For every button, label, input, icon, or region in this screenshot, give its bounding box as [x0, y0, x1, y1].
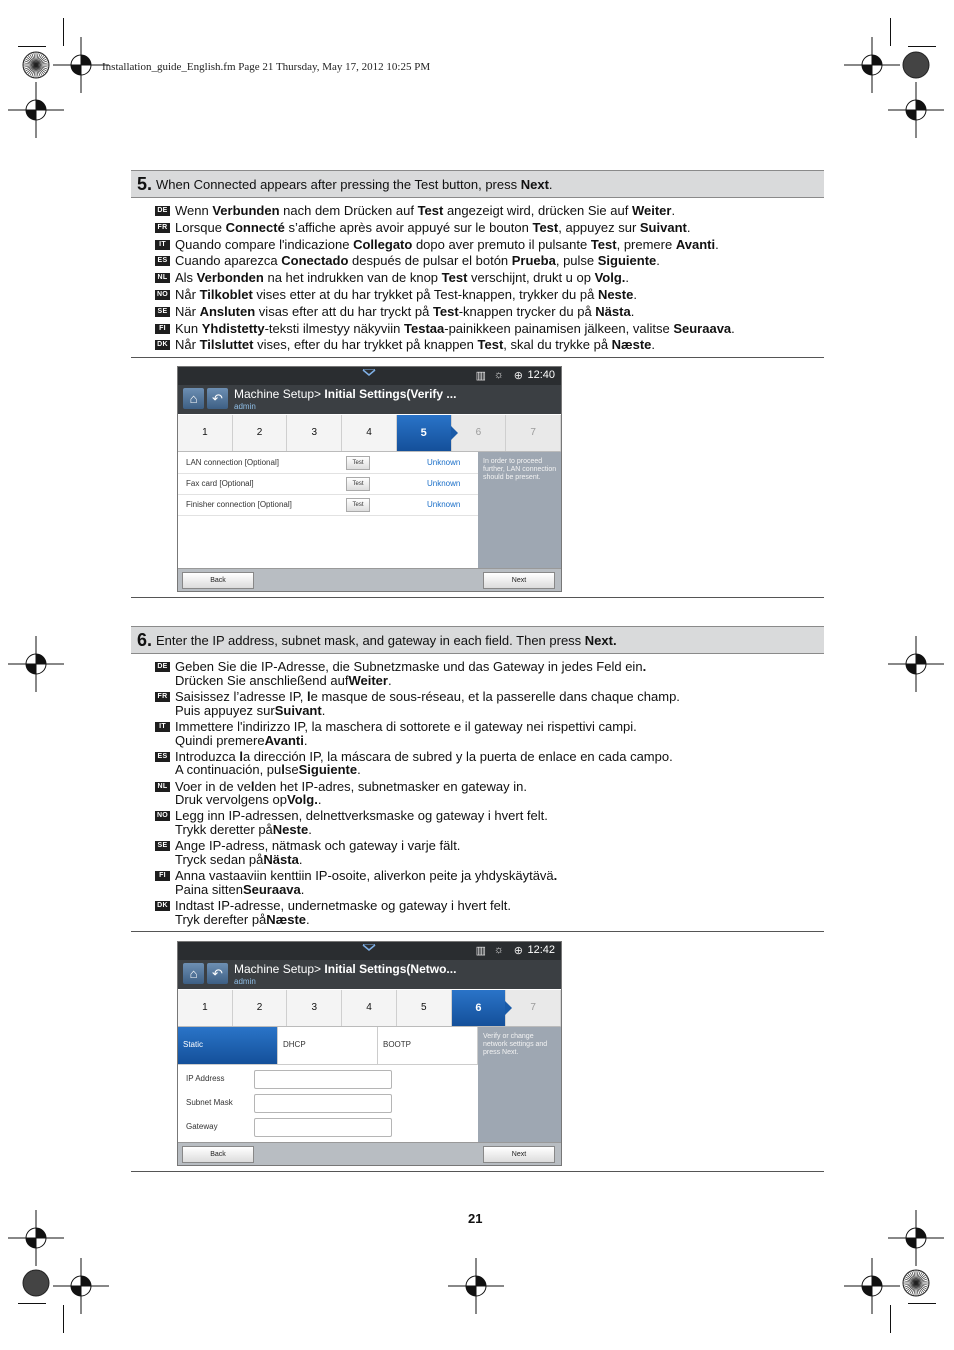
translation-text-continued: Quindi premere Avanti .	[175, 732, 308, 748]
language-flag-icon: FR	[155, 223, 170, 233]
crop-mark	[908, 46, 936, 47]
crop-mark	[63, 18, 64, 46]
language-flag-icon: NO	[156, 812, 169, 820]
user-label: admin	[234, 402, 256, 411]
connection-row	[178, 474, 478, 495]
wizard-step-7[interactable]: 7	[506, 990, 561, 1026]
connection-status: Unknown	[427, 500, 461, 509]
star-target-mark	[886, 1253, 946, 1313]
connection-label: Finisher connection [Optional]	[186, 500, 292, 509]
wizard-step-1[interactable]: 1	[178, 415, 233, 451]
wizard-step-5[interactable]: 5	[397, 415, 452, 451]
tab-bootp[interactable]: BOOTP	[378, 1027, 478, 1064]
crop-mark	[18, 1303, 46, 1304]
printer-screen-verify	[177, 366, 562, 592]
wizard-steps	[178, 415, 561, 452]
translation-text-continued: Druk vervolgens op Volg. .	[175, 792, 322, 808]
step-6-instruction: Enter the IP address, subnet mask, and gateway in each field. Then press Next.	[156, 632, 617, 648]
translation-entry	[155, 780, 680, 808]
pull-down-icon[interactable]	[362, 369, 376, 377]
field-label: IP Address	[186, 1074, 225, 1083]
screen-title	[234, 962, 456, 976]
crop-mark	[908, 1303, 936, 1304]
translation-text-continued: Paina sitten Seuraava .	[175, 882, 305, 898]
title-bar	[178, 385, 561, 414]
translation-text-continued: Tryk derefter på Næste .	[175, 911, 310, 927]
language-flag-icon: SE	[155, 307, 170, 317]
translation-entry	[155, 660, 680, 688]
supplies-icon[interactable]: ▥	[475, 370, 486, 382]
translation-line	[155, 270, 735, 287]
screen-title	[234, 387, 456, 401]
translation-line	[155, 337, 735, 354]
wizard-step-1[interactable]: 1	[178, 990, 233, 1026]
pull-down-icon[interactable]	[362, 944, 376, 952]
language-flag-icon: DE	[155, 206, 170, 216]
connection-row	[178, 453, 478, 474]
registration-target-mark	[51, 1256, 111, 1316]
eco-icon[interactable]: ☼	[493, 369, 504, 381]
translation-entry	[155, 869, 680, 897]
language-flag-icon: FR	[155, 692, 170, 702]
field-label: Gateway	[186, 1122, 218, 1131]
hint-pane	[478, 452, 561, 569]
home-icon: ⌂	[189, 391, 198, 406]
language-flag-icon: NL	[155, 782, 170, 792]
printer-screen-network	[177, 941, 562, 1166]
connection-row	[178, 495, 478, 516]
language-flag-icon: FI	[155, 871, 170, 881]
wizard-step-4[interactable]: 4	[342, 990, 397, 1026]
registration-target-mark	[886, 634, 946, 694]
clock: 12:42	[527, 944, 555, 956]
step-5-number: 5.	[137, 173, 153, 194]
translation-entry	[155, 809, 680, 837]
status-bar	[178, 942, 561, 960]
translation-text: Voer in de velden het IP-adres, subnetmasker en gateway in.	[175, 778, 527, 794]
user-label: admin	[234, 977, 256, 986]
language-flag-icon: IT	[155, 722, 170, 732]
translation-line	[155, 321, 735, 338]
divider	[131, 597, 824, 598]
translation-entry	[155, 750, 680, 778]
back-button[interactable]: Back	[182, 572, 254, 589]
wizard-step-4[interactable]: 4	[342, 415, 397, 451]
globe-icon[interactable]: ⊕	[513, 945, 523, 957]
ip-mode-tabs	[178, 1027, 478, 1065]
supplies-icon[interactable]: ▥	[475, 945, 486, 957]
undo-icon: ↶	[212, 966, 223, 981]
bottom-bar	[178, 568, 561, 591]
title-bold: Initial Settings(Netwo...	[324, 962, 457, 976]
clock: 12:40	[527, 369, 555, 381]
step-6-number: 6.	[137, 629, 153, 650]
wizard-steps	[178, 990, 561, 1027]
step-arrow-icon	[505, 1001, 512, 1015]
eco-icon[interactable]: ☼	[493, 944, 504, 956]
hint-text: Verify or change network settings and press Next.	[483, 1033, 548, 1056]
back-button[interactable]: Back	[182, 1146, 254, 1163]
divider	[131, 931, 824, 932]
test-button[interactable]: Test	[346, 456, 370, 470]
crop-mark	[890, 18, 891, 46]
step-5-bar	[131, 170, 824, 198]
language-flag-icon: DK	[155, 901, 170, 911]
step-6-bar	[131, 626, 824, 654]
crop-mark	[63, 1305, 64, 1333]
wizard-step-2[interactable]: 2	[233, 415, 288, 451]
title-prefix: Machine Setup>	[234, 962, 325, 976]
divider	[131, 1171, 824, 1172]
language-flag-icon: NL	[155, 273, 170, 283]
translation-line	[155, 287, 735, 304]
ip-address-input[interactable]	[254, 1070, 392, 1089]
translation-text-continued: Puis appuyez sur Suivant .	[175, 702, 326, 718]
title-prefix: Machine Setup>	[234, 387, 325, 401]
tab-dhcp[interactable]: DHCP	[278, 1027, 378, 1064]
connection-status: Unknown	[427, 479, 461, 488]
connection-label: Fax card [Optional]	[186, 479, 254, 488]
hint-pane	[478, 1027, 561, 1143]
crop-mark	[890, 1305, 891, 1333]
registration-target-mark	[6, 634, 66, 694]
subnet-mask-input[interactable]	[254, 1094, 392, 1113]
next-button[interactable]: Next	[483, 572, 555, 589]
translation-line	[155, 203, 735, 220]
translation-text: Legg inn IP-adressen, delnettverksmaske og gateway i hvert felt.	[175, 808, 548, 824]
step-6-translations	[155, 660, 680, 929]
page-number: 21	[468, 1211, 483, 1226]
connection-status: Unknown	[427, 458, 461, 467]
divider	[131, 357, 824, 358]
translation-text: Når Tilsluttet vises, efter du har trykket på knappen Test, skal du trykke på Næste.	[175, 337, 656, 353]
home-icon: ⌂	[189, 966, 198, 981]
translation-text-continued: Drücken Sie anschließend auf Weiter .	[175, 672, 392, 688]
back-arrow-button[interactable]	[207, 963, 228, 984]
translation-text: Wenn Verbunden nach dem Drücken auf Test angezeigt wird, drücken Sie auf Weiter.	[175, 203, 676, 218]
tab-static[interactable]: Static	[178, 1027, 278, 1064]
translation-entry	[155, 690, 680, 718]
language-flag-icon: IT	[155, 240, 170, 250]
step-arrow-icon	[451, 426, 458, 440]
translation-text: När Ansluten visas efter att du har tryckt på Test-knappen trycker du på Nästa.	[175, 303, 635, 319]
language-flag-icon: NO	[156, 290, 169, 298]
test-button[interactable]: Test	[346, 498, 370, 512]
language-flag-icon: FI	[155, 324, 170, 334]
translation-text: Introduzca la dirección IP, la máscara de subred y la puerta de enlace en cada campo.	[175, 748, 673, 764]
wizard-step-3[interactable]: 3	[287, 415, 342, 451]
wizard-step-2[interactable]: 2	[233, 990, 288, 1026]
crop-mark	[18, 46, 46, 47]
globe-icon[interactable]: ⊕	[513, 370, 523, 382]
translation-text: Saisissez l’adresse IP, le masque de sous-réseau, et la passerelle dans chaque champ.	[175, 688, 680, 704]
translation-text: Anna vastaaviin kenttiin IP-osoite, aliverkon peite ja yhdyskäytävä.	[175, 868, 558, 884]
registration-target-mark	[886, 80, 946, 140]
status-bar	[178, 367, 561, 385]
translation-text: Indtast IP-adresse, undernetmaske og gateway i hvert felt.	[175, 898, 512, 914]
home-button[interactable]	[183, 388, 204, 409]
title-bar	[178, 960, 561, 989]
translation-text: Kun Yhdistetty-teksti ilmestyy näkyviin Testaa-painikkeen painamisen jälkeen, valitse Seuraava.	[175, 320, 735, 336]
translation-line	[155, 253, 735, 270]
translation-text: Ange IP-adress, nätmask och gateway i varje fält.	[175, 838, 461, 854]
next-button[interactable]: Next	[483, 1146, 555, 1163]
translation-line	[155, 220, 735, 237]
translation-text: Quando compare l'indicazione Collegato dopo aver premuto il pulsante Test, premere Avanti.	[175, 236, 719, 252]
language-flag-icon: DE	[155, 662, 170, 672]
language-flag-icon: DK	[155, 340, 170, 350]
test-button[interactable]: Test	[346, 477, 370, 491]
language-flag-icon: ES	[155, 256, 170, 266]
title-bold: Initial Settings(Verify ...	[324, 387, 457, 401]
step-5-translations	[155, 203, 735, 354]
hint-text: In order to proceed further, LAN connection should be present.	[483, 458, 557, 481]
connection-label: LAN connection [Optional]	[186, 458, 279, 467]
translation-line	[155, 304, 735, 321]
wizard-step-3[interactable]: 3	[287, 990, 342, 1026]
translation-entry	[155, 899, 680, 927]
registration-target-mark	[446, 1256, 506, 1316]
translation-text: Als Verbonden na het indrukken van de knop Test verschijnt, drukt u op Volg..	[175, 270, 630, 286]
bottom-bar	[178, 1142, 561, 1165]
step-5-instruction: When Connected appears after pressing the Test button, press Next.	[156, 176, 553, 192]
translation-text: Lorsque Connecté s’affiche après avoir appuyé sur le bouton Test, appuyez sur Suivant.	[175, 219, 691, 235]
translation-line	[155, 237, 735, 254]
gateway-input[interactable]	[254, 1118, 392, 1137]
wizard-step-7[interactable]: 7	[506, 415, 561, 451]
wizard-step-6[interactable]: 6	[452, 990, 507, 1026]
translation-text: Immettere l'indirizzo IP, la maschera di sottorete e il gateway nei rispettivi campi.	[175, 718, 637, 734]
translation-text: Geben Sie die IP-Adresse, die Subnetzmaske und das Gateway in jedes Feld ein.	[175, 659, 647, 674]
back-arrow-button[interactable]	[207, 388, 228, 409]
field-label: Subnet Mask	[186, 1098, 233, 1107]
translation-text-continued: Trykk deretter på Neste .	[175, 822, 312, 838]
translation-entry	[155, 720, 680, 748]
translation-text-continued: Tryck sedan på Nästa .	[175, 852, 303, 868]
registration-target-mark	[6, 80, 66, 140]
wizard-step-5[interactable]: 5	[397, 990, 452, 1026]
translation-text: Cuando aparezca Conectado después de pulsar el botón Prueba, pulse Siguiente.	[175, 253, 660, 269]
translation-entry	[155, 839, 680, 867]
home-button[interactable]	[183, 963, 204, 984]
translation-text-continued: A continuación, pu l se Siguiente .	[175, 762, 361, 778]
translation-text: Når Tilkoblet vises etter at du har trykket på Test-knappen, trykker du på Neste.	[175, 286, 637, 302]
undo-icon: ↶	[212, 391, 223, 406]
file-header-note: Installation_guide_English.fm Page 21 Thursday, May 17, 2012 10:25 PM	[102, 61, 431, 73]
language-flag-icon: SE	[155, 841, 170, 851]
language-flag-icon: ES	[155, 752, 170, 762]
wizard-step-6[interactable]: 6	[452, 415, 507, 451]
